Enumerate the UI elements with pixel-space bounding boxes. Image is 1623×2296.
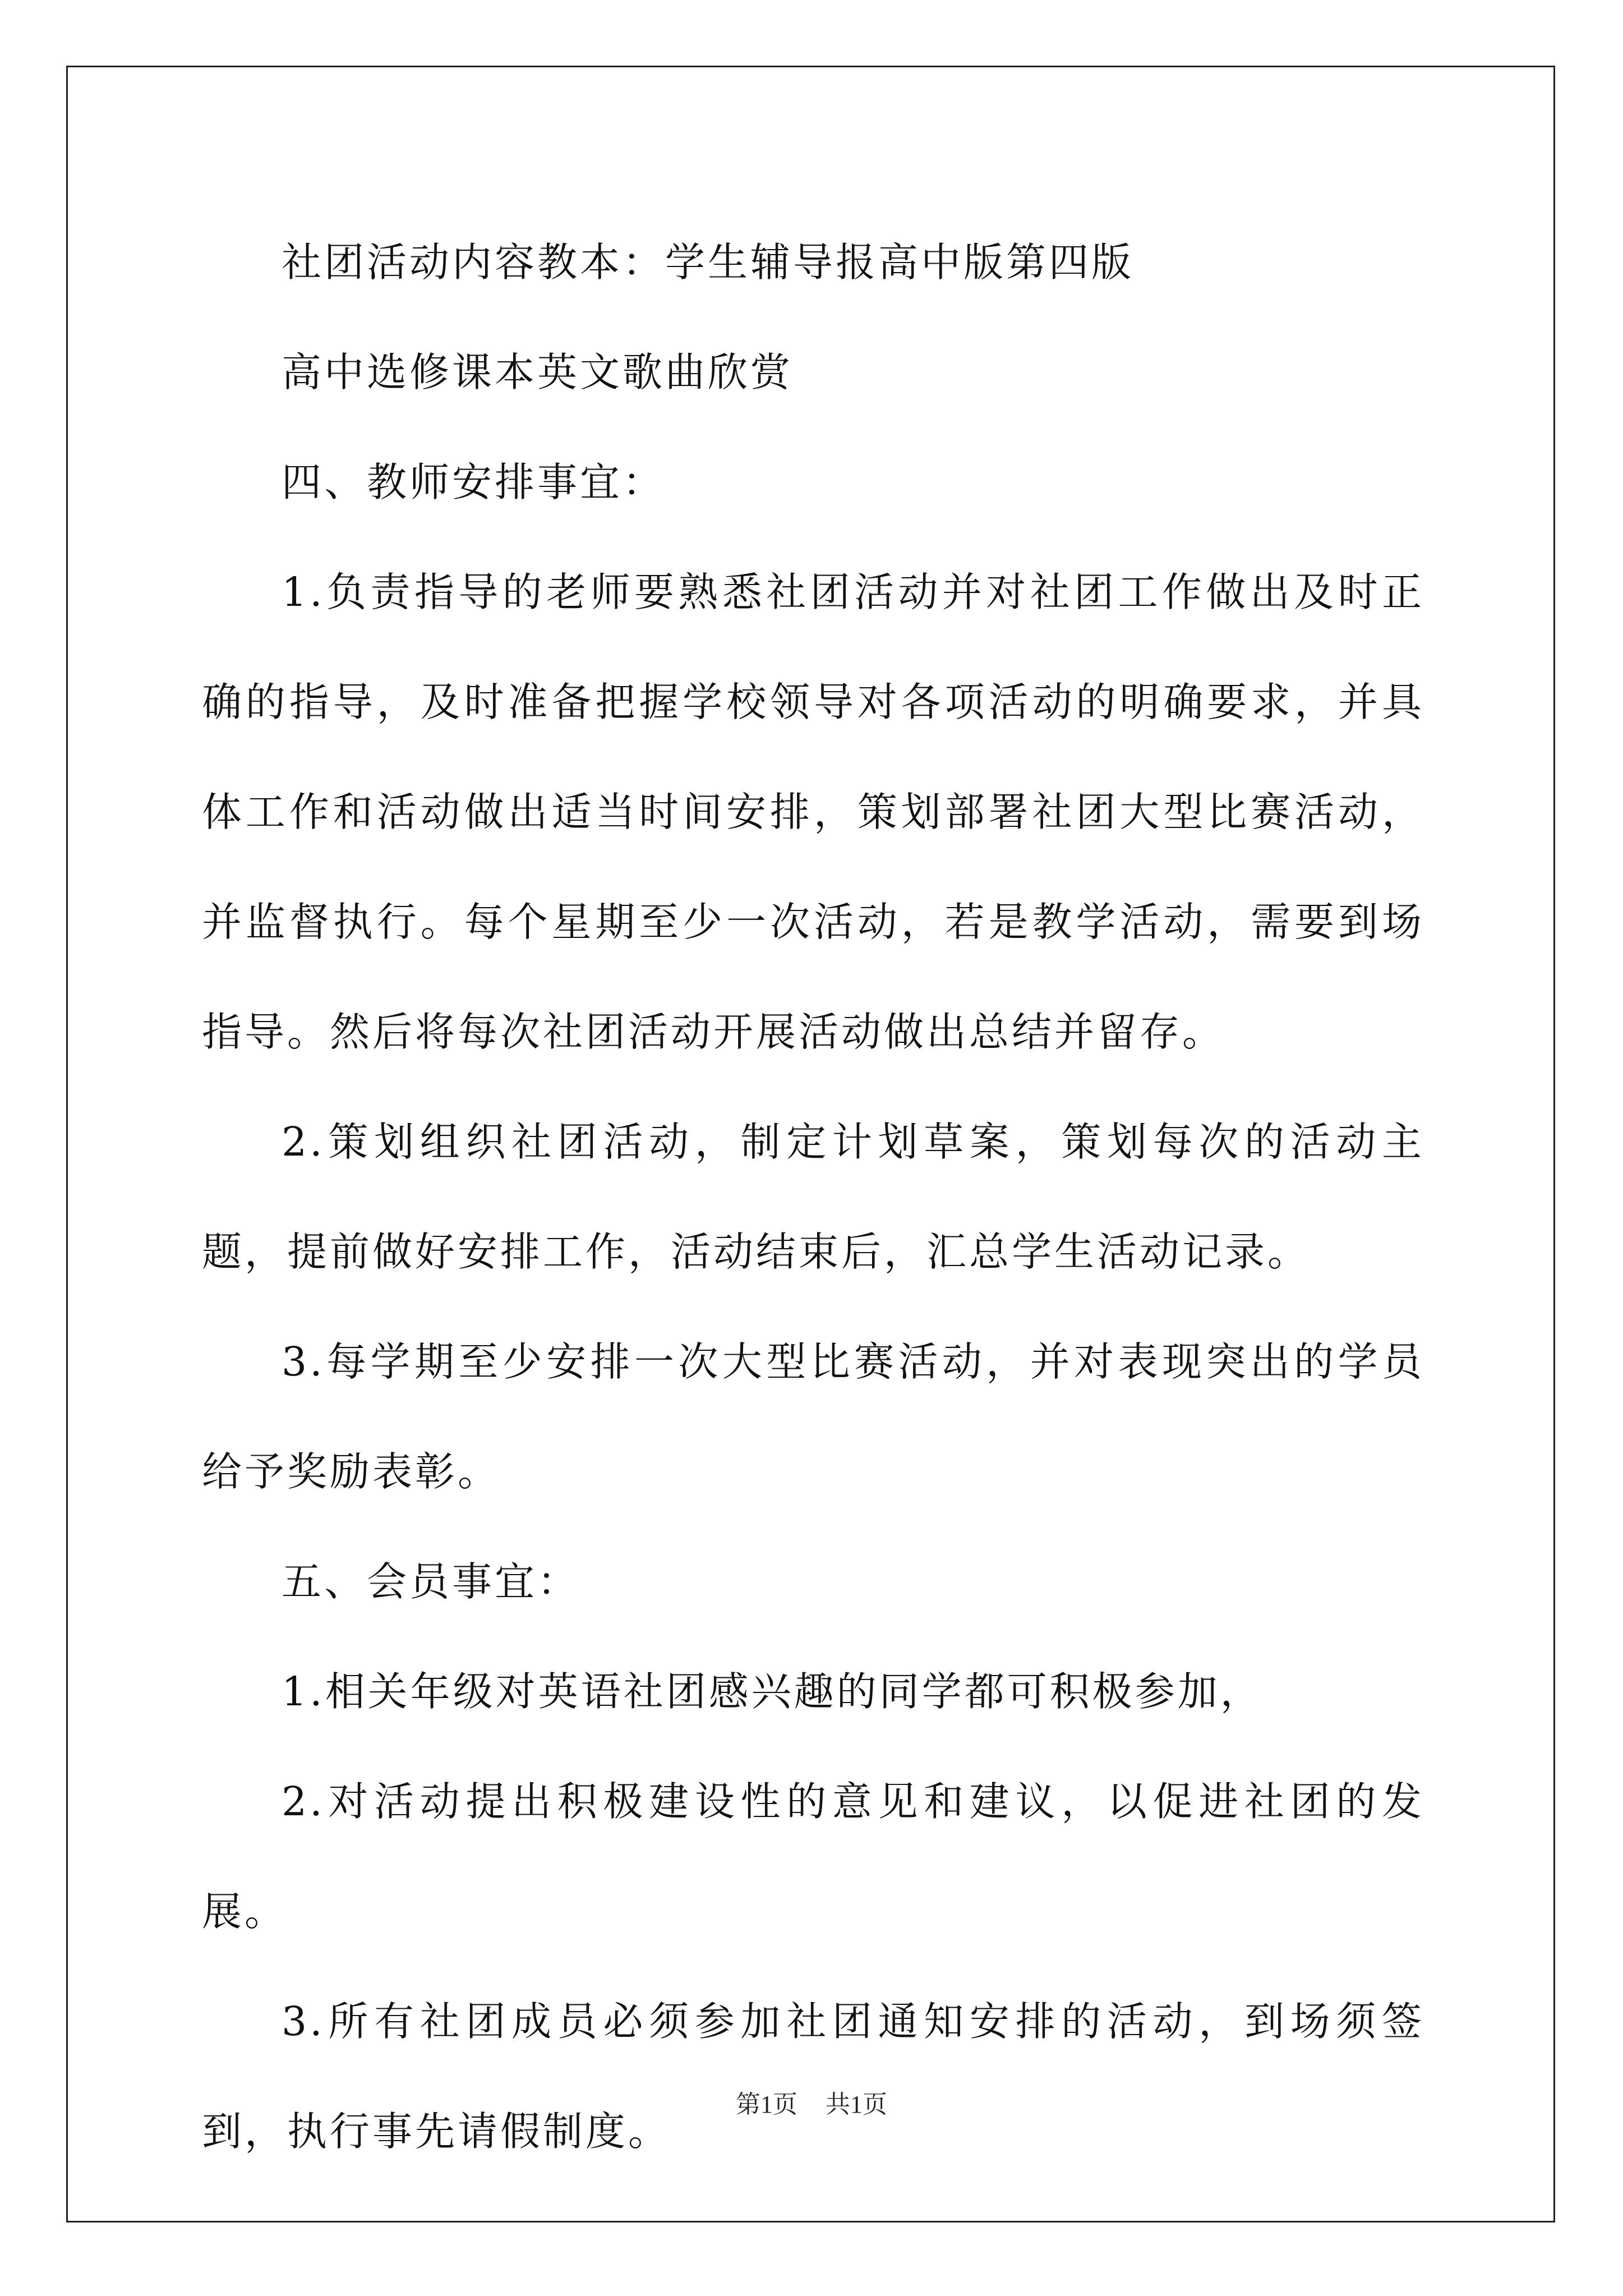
paragraph-teacher-item-2: 2.策划组织社团活动，制定计划草案，策划每次的活动主题，提前做好安排工作，活动结束后，汇总学生活动记录。 xyxy=(202,1119,1424,1275)
paragraph-member-item-2: 2.对活动提出积极建设性的意见和建议，以促进社团的发展。 xyxy=(202,1778,1424,1935)
document-body xyxy=(202,208,1424,2187)
paragraph-teacher-item-1: 1.负责指导的老师要熟悉社团活动并对社团工作做出及时正确的指导，及时准备把握学校领导对各项活动的明确要求，并具体工作和活动做出适当时间安排，策划部署社团大型比赛活动，并监督执行。每个星期至少一次活动，若是教学活动，需要到场指导。然后将每次社团活动开展活动做出总结并留存。 xyxy=(202,569,1424,1055)
page-number: 第1页 xyxy=(736,2091,797,2118)
section-heading-teacher-arrangements: 四、教师安排事宜： xyxy=(282,459,666,505)
page-footer xyxy=(0,2084,1623,2120)
paragraph-elective-course: 高中选修课本英文歌曲欣赏 xyxy=(282,349,794,395)
paragraph-activity-content: 社团活动内容教本：学生辅导报高中版第四版 xyxy=(282,239,1135,286)
paragraph-teacher-item-3: 3.每学期至少安排一次大型比赛活动，并对表现突出的学员给予奖励表彰。 xyxy=(202,1338,1424,1495)
paragraph-member-item-3: 3.所有社团成员必须参加社团通知安排的活动，到场须签到，执行事先请假制度。 xyxy=(202,1998,1424,2155)
paragraph-member-item-1: 1.相关年级对英语社团感兴趣的同学都可积极参加， xyxy=(282,1668,1263,1715)
page-total: 共1页 xyxy=(826,2091,887,2118)
section-heading-member-matters: 五、会员事宜： xyxy=(282,1558,580,1605)
